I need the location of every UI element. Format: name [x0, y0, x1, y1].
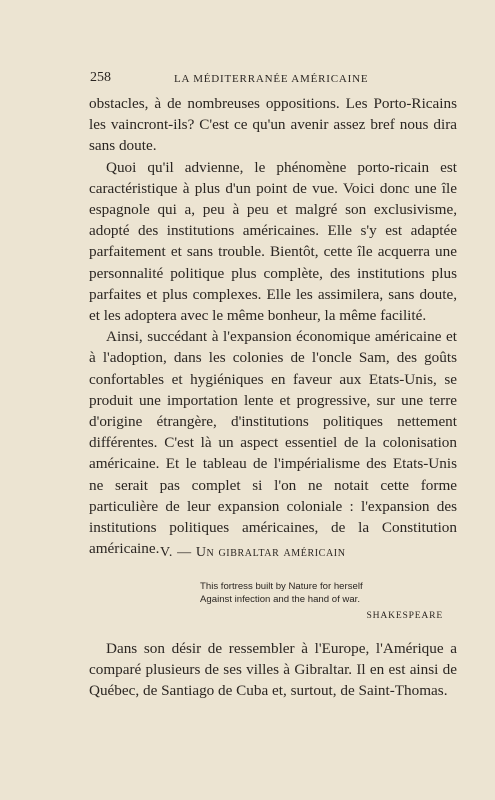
epigraph-line: Against infection and the hand of war.	[200, 594, 361, 605]
body-text	[89, 93, 457, 559]
section-title: Un gibraltar américain	[195, 545, 346, 560]
epigraph-line: This fortress built by Nature for herself	[200, 581, 363, 592]
epigraph-attribution: SHAKESPEARE	[366, 610, 443, 621]
section-heading	[160, 545, 346, 561]
page-number: 258	[90, 70, 111, 85]
section-number: V. —	[160, 545, 192, 560]
paragraph: Dans son désir de ressembler à l'Europe, l'Amérique a comparé plusieurs de ses villes à Gibraltar. Il en est ainsi de Québec, de Santiago de Cuba et, surtout, de Saint-Thomas.	[89, 640, 457, 700]
epigraph	[200, 580, 445, 622]
paragraph: Quoi qu'il advienne, le phénomène porto-ricain est caractéristique à plus d'un point de vue. Voici donc une île espagnole qui a, peu à peu et malgré son exclusivisme, adopté des institutions américaines. Elle s'y est adaptée parfaitement et sans trouble. Bientôt, cette île acquerra une personnalité politique plus complète, des institutions plus parfaites et plus complexes. Elle les assimilera, sans doute, et les adoptera avec le même bonheur, la même facilité.	[89, 158, 457, 325]
section-body-text	[89, 638, 457, 702]
paragraph-continued: obstacles, à de nombreuses oppositions. Les Porto-Ricains les vaincront-ils? C'est ce qu'un avenir assez bref nous dira sans doute.	[89, 95, 457, 155]
running-title: LA MÉDITERRANÉE AMÉRICAINE	[174, 73, 369, 85]
paragraph: Ainsi, succédant à l'expansion économique américaine et à l'adoption, dans les colonies de l'oncle Sam, des goûts confortables et hygiéniques en faveur aux Etats-Unis, se produit une importation lente et progressive, sur une terre d'origine étrangère, d'institutions politiques nettement différentes. C'est là un aspect essentiel de la colonisation américaine. Et le tableau de l'impérialisme des Etats-Unis ne serait pas complet si l'on ne notait cette forme particulière de leur expansion coloniale : l'expansion des institutions politiques américaines, de la Constitution américaine.	[89, 328, 457, 558]
